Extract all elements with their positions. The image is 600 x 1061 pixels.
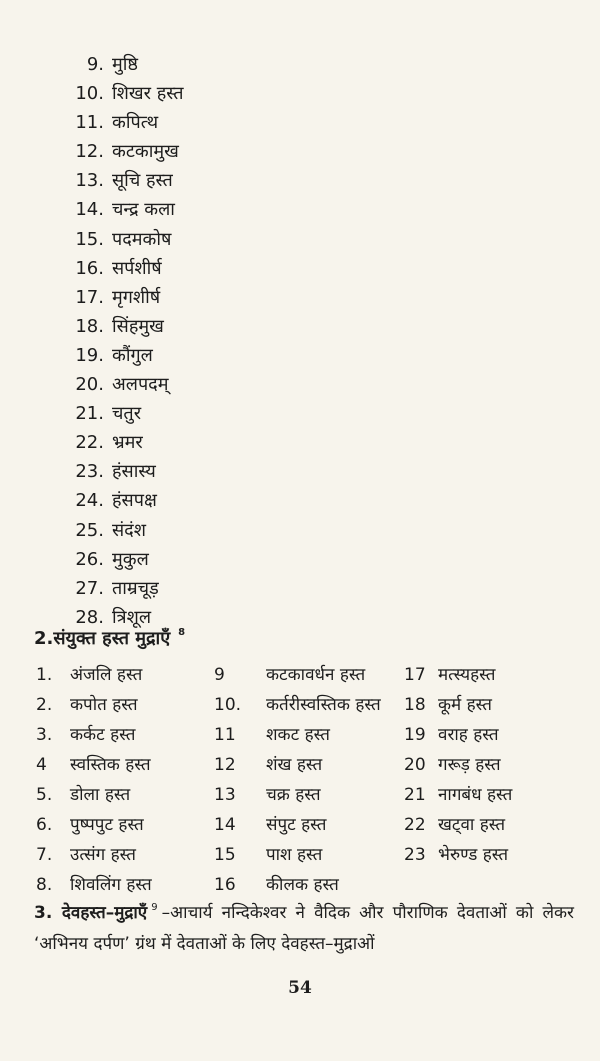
list-item-number: 25. bbox=[75, 519, 104, 541]
section-3-heading: 3. देवहस्त–मुद्राएँ bbox=[34, 903, 148, 923]
list-item-text: मुष्ठि bbox=[112, 54, 139, 75]
mudra-name: कटकावर्धन हस्त bbox=[266, 665, 366, 685]
list-item-text: सर्पशीर्ष bbox=[112, 257, 162, 279]
mudra-name: पाश हस्त bbox=[266, 845, 323, 865]
list-item bbox=[74, 457, 184, 486]
list-item bbox=[74, 574, 184, 603]
table-row bbox=[36, 690, 576, 720]
list-item-number: 18. bbox=[75, 315, 104, 337]
list-item bbox=[74, 370, 184, 399]
table-row bbox=[36, 660, 576, 690]
mudra-number: 6. bbox=[36, 815, 53, 835]
list-item-text: भ्रमर bbox=[112, 432, 143, 454]
list-item-number: 23. bbox=[75, 461, 104, 483]
page-number: 54 bbox=[288, 978, 312, 998]
list-item bbox=[74, 166, 184, 195]
table-row bbox=[36, 720, 576, 750]
mudra-name: स्वस्तिक हस्त bbox=[70, 755, 151, 775]
mudra-name: कर्कट हस्त bbox=[70, 725, 136, 745]
list-item bbox=[74, 254, 184, 283]
mudra-number: 10. bbox=[214, 695, 242, 715]
mudra-name: कर्तरीस्वस्तिक हस्त bbox=[266, 695, 381, 715]
mudra-name: शंख हस्त bbox=[266, 755, 323, 775]
list-item bbox=[74, 50, 184, 79]
list-item-text: शिखर हस्त bbox=[112, 83, 184, 105]
list-item-number: 21. bbox=[75, 403, 104, 425]
mudra-number: 4 bbox=[36, 755, 47, 775]
list-item bbox=[74, 312, 184, 341]
mudra-name: कपोत हस्त bbox=[70, 695, 138, 715]
list-item-text: हंसास्य bbox=[112, 461, 156, 483]
list-item-number: 28. bbox=[75, 606, 104, 628]
list-item-text: सिंहमुख bbox=[112, 315, 164, 337]
mudra-number: 17 bbox=[404, 665, 426, 685]
list-item bbox=[74, 486, 184, 515]
list-item-number: 11. bbox=[75, 112, 104, 134]
list-item-number: 22. bbox=[75, 432, 104, 454]
list-item-number: 26. bbox=[75, 548, 104, 570]
list-item bbox=[74, 283, 184, 312]
list-item-text: सूचि हस्त bbox=[112, 170, 173, 192]
list-item bbox=[74, 516, 184, 545]
list-item-number: 20. bbox=[75, 374, 104, 396]
section-2-title: 2.संयुक्त हस्त मुद्राएँ bbox=[34, 628, 171, 649]
mudra-number: 19 bbox=[404, 725, 426, 745]
footnote-marker-8: 8 bbox=[178, 627, 186, 638]
list-item-text: मृगशीर्ष bbox=[112, 286, 161, 308]
mudra-number: 2. bbox=[36, 695, 53, 715]
mudra-name: संपुट हस्त bbox=[266, 815, 327, 835]
mudra-number: 15 bbox=[214, 845, 236, 865]
list-item-text: अलपदम् bbox=[112, 374, 169, 396]
mudra-name: शिवलिंग हस्त bbox=[70, 875, 152, 895]
list-item-text: चतुर bbox=[112, 403, 142, 425]
mudra-name: शकट हस्त bbox=[266, 725, 330, 745]
list-item-text: हंसपक्ष bbox=[112, 490, 157, 512]
mudra-name: वराह हस्त bbox=[438, 725, 499, 745]
mudra-name: कूर्म हस्त bbox=[438, 695, 492, 715]
mudra-name: गरूड़ हस्त bbox=[438, 755, 501, 775]
mudra-number: 14 bbox=[214, 815, 236, 835]
list-item-number: 24. bbox=[75, 490, 104, 512]
mudra-name: पुष्पपुट हस्त bbox=[70, 815, 144, 835]
mudra-number: 21 bbox=[404, 785, 426, 805]
list-item bbox=[74, 428, 184, 457]
section-2-heading bbox=[34, 626, 185, 650]
mudra-name: उत्संग हस्त bbox=[70, 845, 136, 865]
list-item bbox=[74, 399, 184, 428]
list-item bbox=[74, 108, 184, 137]
list-item-number: 27. bbox=[75, 577, 104, 599]
mudra-number: 18 bbox=[404, 695, 426, 715]
list-item-number: 10. bbox=[75, 83, 104, 105]
mudra-name: चक्र हस्त bbox=[266, 785, 321, 805]
list-item bbox=[74, 79, 184, 108]
mudra-number: 3. bbox=[36, 725, 53, 745]
mudra-number: 7. bbox=[36, 845, 53, 865]
mudra-number: 12 bbox=[214, 755, 236, 775]
mudra-name: भेरुण्ड हस्त bbox=[438, 845, 509, 865]
list-item bbox=[74, 341, 184, 370]
list-item-number: 12. bbox=[75, 141, 104, 163]
list-item-text: त्रिशूल bbox=[112, 606, 152, 628]
list-item bbox=[74, 137, 184, 166]
list-item bbox=[74, 545, 184, 574]
mudra-number: 20 bbox=[404, 755, 426, 775]
list-item-text: संदंश bbox=[112, 519, 146, 541]
list-item-number: 14. bbox=[75, 199, 104, 221]
mudra-number: 23 bbox=[404, 845, 426, 865]
list-item-number: 17. bbox=[75, 286, 104, 308]
table-row bbox=[36, 780, 576, 810]
list-item-number: 13. bbox=[75, 170, 104, 192]
section-3-paragraph bbox=[34, 892, 574, 960]
mudra-name: खट्वा हस्त bbox=[438, 815, 506, 835]
mudra-number: 13 bbox=[214, 785, 236, 805]
list-item-number: 19. bbox=[75, 344, 104, 366]
table-row bbox=[36, 840, 576, 870]
mudra-number: 1. bbox=[36, 665, 53, 685]
combined-hand-mudra-table bbox=[36, 660, 576, 900]
mudra-name: मत्स्यहस्त bbox=[438, 665, 496, 685]
mudra-name: अंजलि हस्त bbox=[70, 665, 143, 685]
list-item-text: चन्द्र कला bbox=[112, 199, 175, 221]
footnote-marker-9: 9 bbox=[151, 902, 158, 913]
list-item-text: मुकुल bbox=[112, 548, 149, 570]
mudra-name: कीलक हस्त bbox=[266, 875, 339, 895]
section-3-text: –आचार्य नन्दिकेश्वर ने वैदिक और पौराणिक देवताओं को लेकर ‘अभिनय दर्पण’ ग्रंथ में देवताओं के लिए देवहस्त–मुद्राओं bbox=[34, 903, 574, 954]
list-item-text: कटकामुख bbox=[112, 141, 179, 163]
mudra-name: डोला हस्त bbox=[70, 785, 131, 805]
mudra-name: नागबंध हस्त bbox=[438, 785, 513, 805]
list-item-number: 15. bbox=[75, 228, 104, 250]
list-item bbox=[74, 195, 184, 224]
list-item bbox=[74, 225, 184, 254]
mudra-number: 11 bbox=[214, 725, 236, 745]
list-item-text: कौंगुल bbox=[112, 344, 153, 366]
list-item-number: 9. bbox=[86, 54, 104, 75]
mudra-number: 22 bbox=[404, 815, 426, 835]
mudra-number: 9 bbox=[214, 665, 225, 685]
mudra-number: 8. bbox=[36, 875, 53, 895]
table-row bbox=[36, 750, 576, 780]
list-item-text: पदमकोष bbox=[112, 228, 172, 250]
mudra-number: 5. bbox=[36, 785, 53, 805]
list-item-number: 16. bbox=[75, 257, 104, 279]
list-item-text: कपित्थ bbox=[112, 112, 159, 134]
mudra-number: 16 bbox=[214, 875, 236, 895]
single-hand-mudra-list bbox=[74, 50, 184, 632]
table-row bbox=[36, 810, 576, 840]
list-item-text: ताम्रचूड़ bbox=[112, 577, 159, 599]
